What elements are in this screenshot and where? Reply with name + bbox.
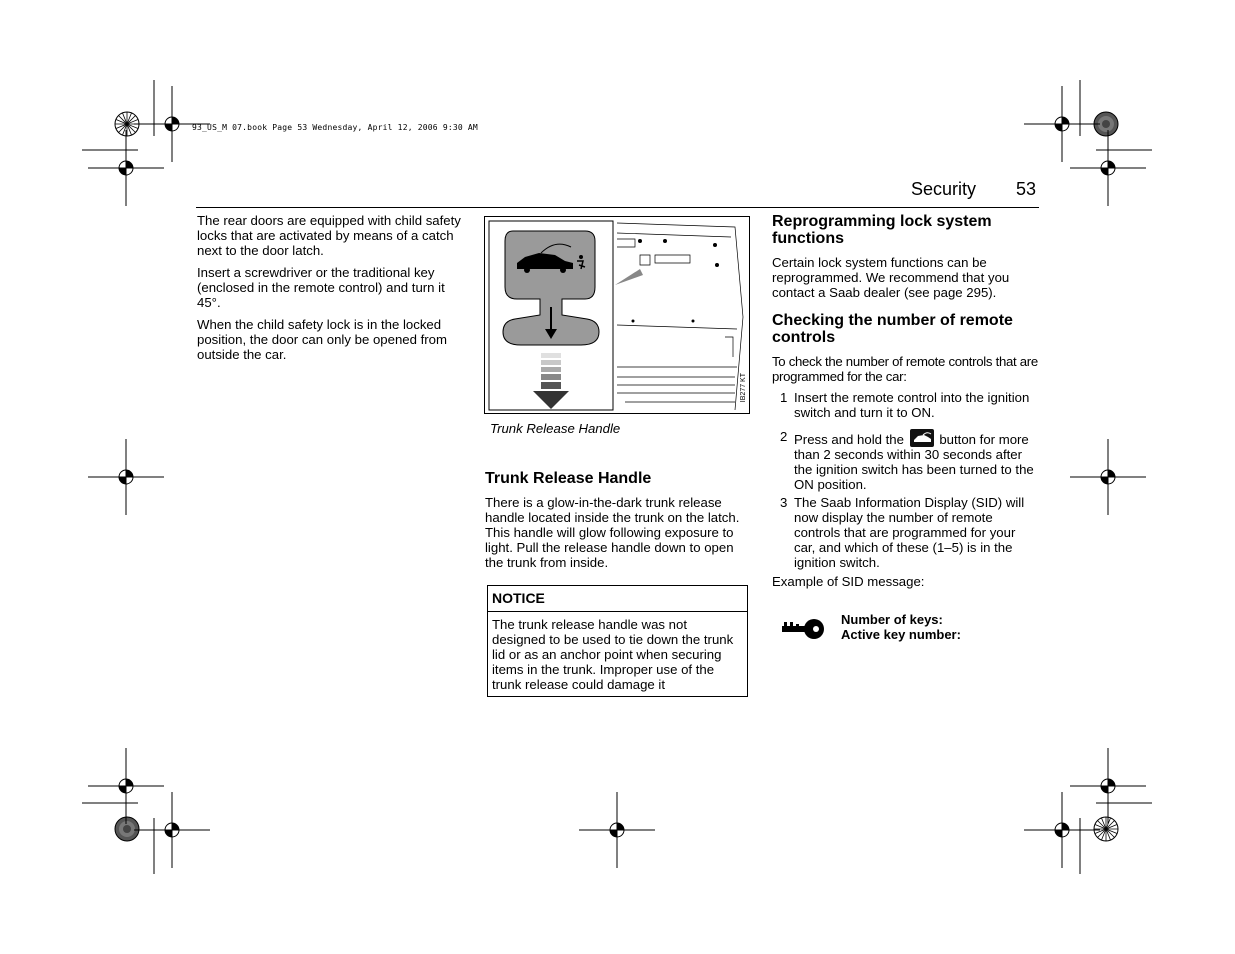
sid-example-label: Example of SID message: <box>772 574 925 589</box>
trunk-release-paragraph: There is a glow-in-the-dark trunk release handle located inside the trunk on the latch. This handle will glow following exposure to light. Pull the release handle down to open the trunk from inside. <box>485 495 740 570</box>
figure-code: IB277 KT <box>740 373 747 403</box>
section-title: Security <box>911 179 977 199</box>
trunk-handle-illustration <box>485 217 750 414</box>
child-lock-paragraph-2: Insert a screwdriver or the traditional key (enclosed in the remote control) and turn it 45°. <box>197 265 445 310</box>
step-text-after: button for more than 2 seconds within 30 seconds after the ignition switch has been turned to the ON position. <box>794 432 1034 492</box>
steps-list <box>772 390 1038 579</box>
step-text-before: Press and hold the <box>794 432 904 447</box>
checking-intro: To check the number of remote controls that are programmed for the car: <box>772 354 1038 384</box>
notice-body: The trunk release handle was not designed to be used to tie down the trunk lid or as an anchor point when securing items in the trunk. Improper use of the trunk release could damage it <box>492 617 734 692</box>
reprogramming-paragraph: Certain lock system functions can be reprogrammed. We recommend that you contact a Saab dealer (see page 295). <box>772 255 1010 300</box>
step-number: 2 <box>780 429 788 444</box>
checking-remotes-heading: Checking the number of remote controls <box>772 312 1013 346</box>
child-lock-paragraph-1: The rear doors are equipped with child safety locks that are activated by means of a catch next to the door latch. <box>197 213 461 258</box>
sid-message <box>841 612 961 642</box>
notice-box <box>487 585 748 697</box>
step-text: The Saab Information Display (SID) will now display the number of remote controls that are programmed for your car, and which of these (1–5) is in the ignition switch. <box>794 495 1025 570</box>
list-item <box>772 429 1038 492</box>
header-rule <box>196 207 1039 208</box>
list-item <box>772 390 1038 420</box>
key-icon <box>780 616 826 642</box>
left-column <box>197 213 462 369</box>
print-slug: 93_US_M 07.book Page 53 Wednesday, April 12, 2006 9:30 AM <box>192 123 478 132</box>
sid-active-key-number: Active key number: <box>841 627 961 642</box>
reprogramming-heading: Reprogramming lock system functions <box>772 213 992 247</box>
step-number: 3 <box>780 495 788 510</box>
list-item <box>772 495 1038 570</box>
step-text: Insert the remote control into the ignition switch and turn it to ON. <box>794 390 1030 420</box>
trunk-release-heading: Trunk Release Handle <box>485 470 652 487</box>
notice-title: NOTICE <box>488 586 747 612</box>
car-trunk-button-icon <box>910 429 934 447</box>
figure-caption: Trunk Release Handle <box>490 421 621 436</box>
trunk-release-figure <box>484 216 750 414</box>
page-number: 53 <box>1016 179 1037 199</box>
step-number: 1 <box>780 390 788 405</box>
sid-number-of-keys: Number of keys: <box>841 612 943 627</box>
child-lock-paragraph-3: When the child safety lock is in the locked position, the door can only be opened from outside the car. <box>197 317 447 362</box>
